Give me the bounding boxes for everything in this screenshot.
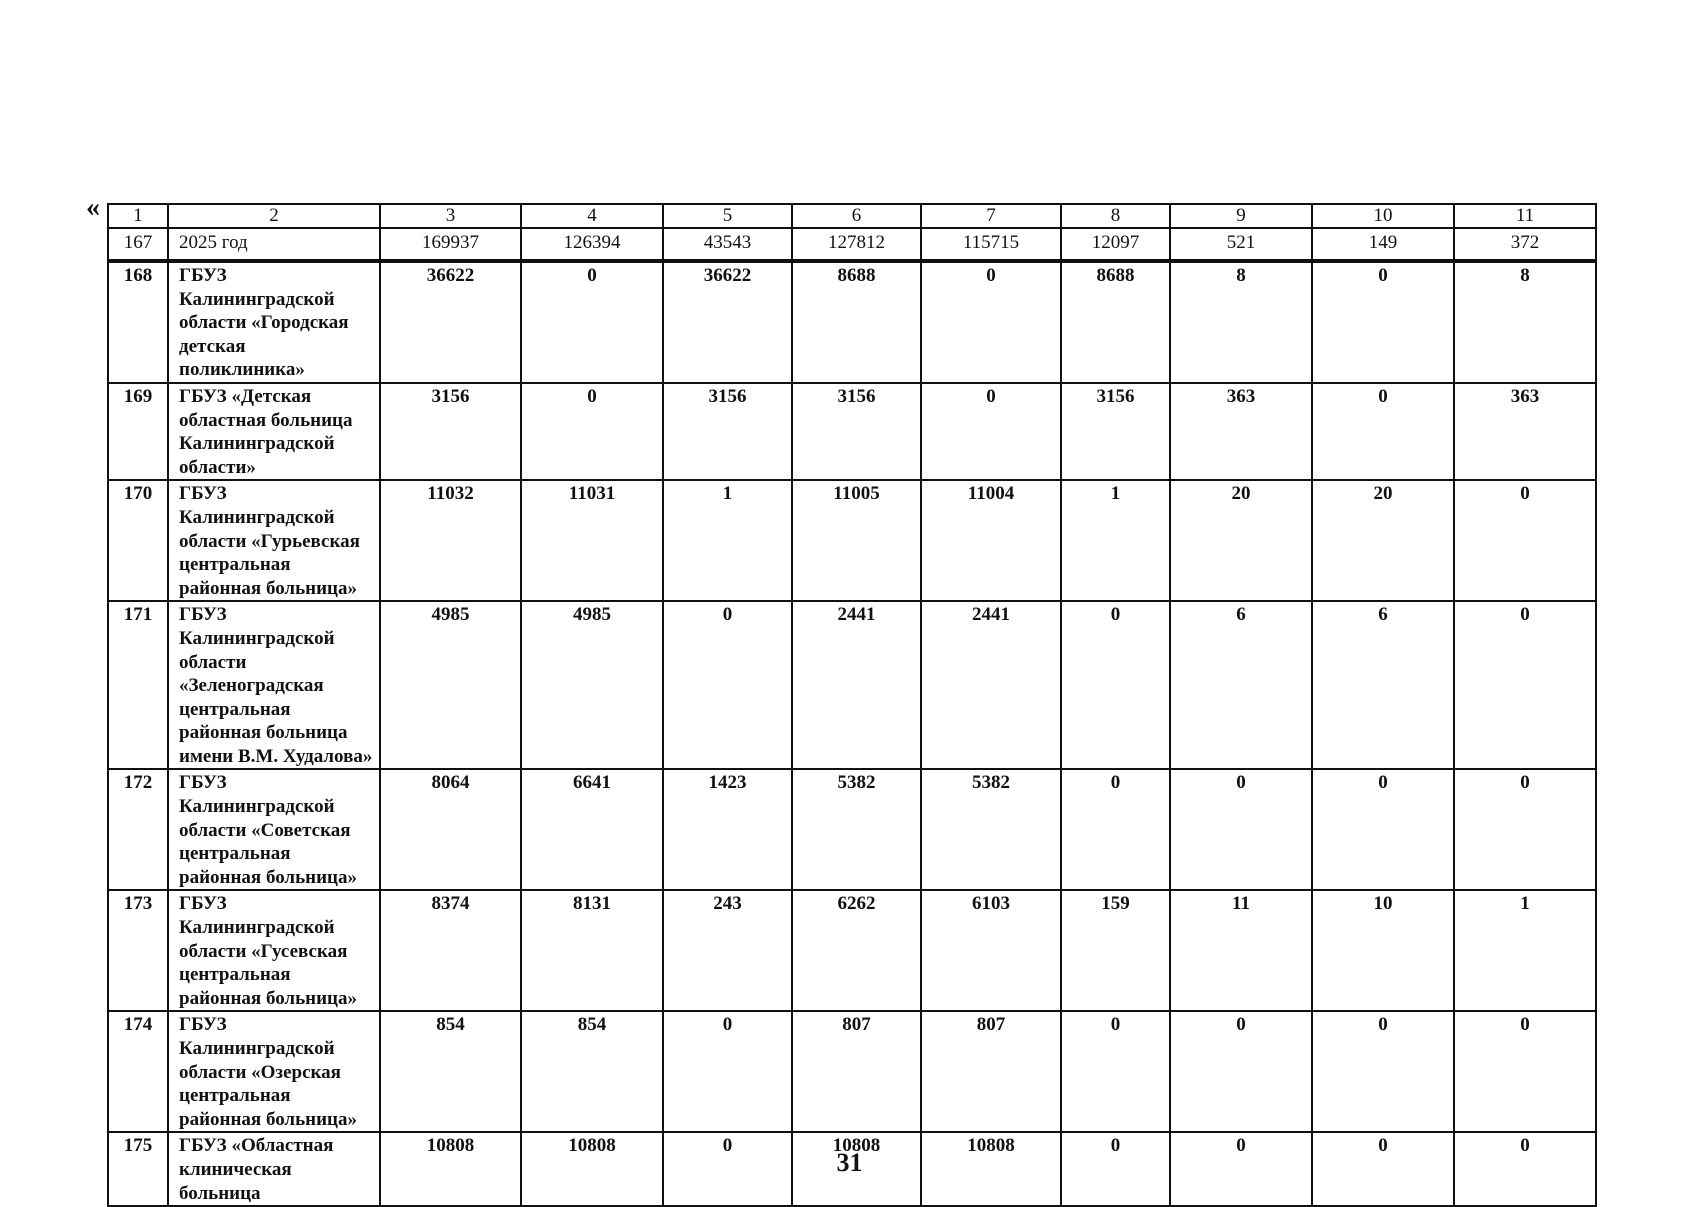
table-cell: 11 (1170, 890, 1312, 1011)
table-cell: 3156 (1061, 383, 1170, 480)
table-cell: 0 (921, 261, 1061, 383)
table-cell: 0 (663, 1011, 792, 1132)
column-header: 7 (921, 204, 1061, 228)
table-cell: 521 (1170, 228, 1312, 261)
table-cell: 1423 (663, 769, 792, 890)
table-cell: 0 (1454, 1011, 1596, 1132)
table-cell: 0 (521, 261, 663, 383)
table-row (108, 769, 1596, 890)
table-cell: 0 (1312, 769, 1454, 890)
table-cell: 11032 (380, 480, 521, 601)
table-cell: 243 (663, 890, 792, 1011)
table-row (108, 480, 1596, 601)
table-cell: 363 (1170, 383, 1312, 480)
table-cell: 11031 (521, 480, 663, 601)
table-cell: 149 (1312, 228, 1454, 261)
column-header: 5 (663, 204, 792, 228)
table-cell: 807 (792, 1011, 921, 1132)
table-cell: 0 (1454, 1132, 1596, 1206)
table-row (108, 601, 1596, 769)
table-cell: 372 (1454, 228, 1596, 261)
table-cell: 43543 (663, 228, 792, 261)
column-header: 11 (1454, 204, 1596, 228)
table-cell: 4985 (521, 601, 663, 769)
table-cell: 0 (1312, 383, 1454, 480)
table-cell: 8064 (380, 769, 521, 890)
data-table (107, 203, 1597, 1207)
column-number-row (108, 204, 1596, 228)
table-cell: 11004 (921, 480, 1061, 601)
table-cell: 20 (1170, 480, 1312, 601)
table-cell: 127812 (792, 228, 921, 261)
table-row (108, 261, 1596, 383)
table-cell: 363 (1454, 383, 1596, 480)
table-cell: 5382 (921, 769, 1061, 890)
table-row (108, 1011, 1596, 1132)
table-cell: 126394 (521, 228, 663, 261)
row-name: ГБУЗ Калининградской области «Городская детская поликлиника» (168, 261, 380, 383)
table-cell: 0 (521, 383, 663, 480)
table-cell: 1 (1454, 890, 1596, 1011)
table-cell: 10 (1312, 890, 1454, 1011)
table-cell: 8131 (521, 890, 663, 1011)
table-row (108, 383, 1596, 480)
table-row (108, 890, 1596, 1011)
column-header: 3 (380, 204, 521, 228)
table-cell: 0 (1312, 1132, 1454, 1206)
column-header: 6 (792, 204, 921, 228)
row-number: 167 (108, 228, 168, 261)
table-cell: 0 (1170, 1011, 1312, 1132)
table-cell: 0 (1312, 261, 1454, 383)
column-header: 2 (168, 204, 380, 228)
row-name: ГБУЗ Калининградской области «Озерская центральная районная больница» (168, 1011, 380, 1132)
table-cell: 0 (663, 601, 792, 769)
table-cell: 5382 (792, 769, 921, 890)
row-number: 173 (108, 890, 168, 1011)
table-cell: 0 (1170, 769, 1312, 890)
table-cell: 6641 (521, 769, 663, 890)
table-cell: 0 (921, 383, 1061, 480)
column-header: 10 (1312, 204, 1454, 228)
row-number: 170 (108, 480, 168, 601)
page-number: 31 (836, 1148, 863, 1177)
table-cell: 2441 (921, 601, 1061, 769)
table-cell: 0 (1454, 769, 1596, 890)
column-header: 8 (1061, 204, 1170, 228)
table-cell: 0 (1454, 601, 1596, 769)
row-number: 174 (108, 1011, 168, 1132)
table-cell: 0 (1061, 769, 1170, 890)
table-cell: 8688 (1061, 261, 1170, 383)
row-name: 2025 год (168, 228, 380, 261)
table-cell: 0 (1454, 480, 1596, 601)
table-cell: 11005 (792, 480, 921, 601)
row-number: 175 (108, 1132, 168, 1206)
table-cell: 10808 (521, 1132, 663, 1206)
table-cell: 159 (1061, 890, 1170, 1011)
table-cell: 8 (1454, 261, 1596, 383)
table-cell: 8374 (380, 890, 521, 1011)
table-cell: 807 (921, 1011, 1061, 1132)
opening-quote-mark: « (86, 192, 100, 223)
table-cell: 10808 (792, 1132, 921, 1206)
table-cell: 3156 (380, 383, 521, 480)
table-cell: 6 (1170, 601, 1312, 769)
row-name: ГБУЗ Калининградской области «Гусевская центральная районная больница» (168, 890, 380, 1011)
column-header: 4 (521, 204, 663, 228)
table-cell: 0 (1061, 601, 1170, 769)
table-cell: 854 (380, 1011, 521, 1132)
table-cell: 6 (1312, 601, 1454, 769)
table-cell: 10808 (921, 1132, 1061, 1206)
row-name: ГБУЗ Калининградской области «Гурьевская центральная районная больница» (168, 480, 380, 601)
row-name: ГБУЗ Калининградской области «Советская центральная районная больница» (168, 769, 380, 890)
table-cell: 169937 (380, 228, 521, 261)
row-name: ГБУЗ «Детская областная больница Калининградской области» (168, 383, 380, 480)
table-row (108, 228, 1596, 261)
table-cell: 8 (1170, 261, 1312, 383)
table-cell: 1 (663, 480, 792, 601)
table-cell: 0 (1061, 1132, 1170, 1206)
table-cell: 3156 (792, 383, 921, 480)
table-cell: 2441 (792, 601, 921, 769)
table-cell: 0 (1061, 1011, 1170, 1132)
row-number: 172 (108, 769, 168, 890)
table-cell: 12097 (1061, 228, 1170, 261)
table-cell: 36622 (663, 261, 792, 383)
row-name: ГБУЗ «Областная клиническая больница (168, 1132, 380, 1206)
column-header: 1 (108, 204, 168, 228)
table-cell: 36622 (380, 261, 521, 383)
table-body (108, 228, 1596, 1206)
table-cell: 10808 (380, 1132, 521, 1206)
row-number: 169 (108, 383, 168, 480)
table-cell: 0 (663, 1132, 792, 1206)
table-cell: 115715 (921, 228, 1061, 261)
table-cell: 1 (1061, 480, 1170, 601)
table-cell: 20 (1312, 480, 1454, 601)
table-cell: 6103 (921, 890, 1061, 1011)
column-header: 9 (1170, 204, 1312, 228)
row-number: 171 (108, 601, 168, 769)
row-name: ГБУЗ Калининградской области «Зеленоградская центральная районная больница имени В.М. Худалова» (168, 601, 380, 769)
table-cell: 3156 (663, 383, 792, 480)
row-number: 168 (108, 261, 168, 383)
table-cell: 6262 (792, 890, 921, 1011)
table-cell: 0 (1170, 1132, 1312, 1206)
data-table-container (107, 203, 1595, 1207)
table-header (108, 204, 1596, 228)
table-cell: 4985 (380, 601, 521, 769)
table-cell: 8688 (792, 261, 921, 383)
table-cell: 0 (1312, 1011, 1454, 1132)
table-cell: 854 (521, 1011, 663, 1132)
